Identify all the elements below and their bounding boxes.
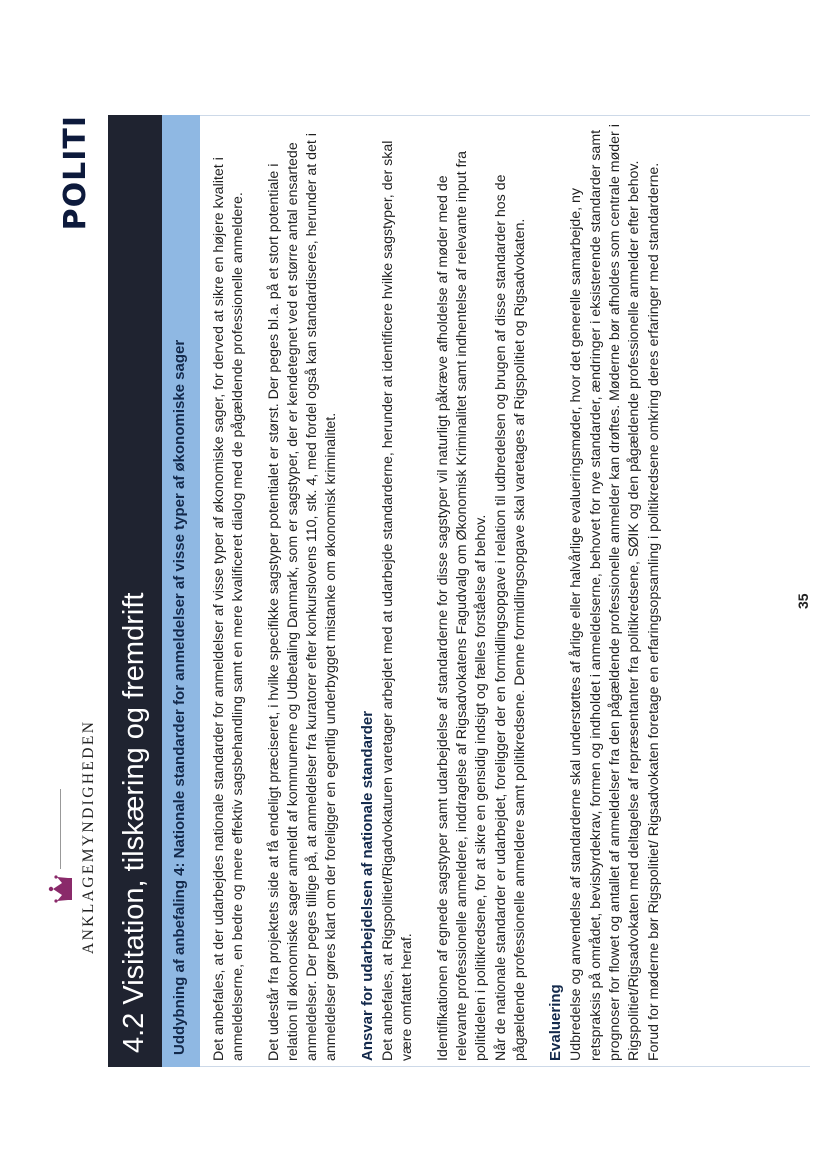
page-number: 35 [795, 593, 811, 609]
logo-divider [60, 789, 61, 869]
content-frame-right [200, 115, 810, 116]
page-title: 4.2 Visitation, tilskæring og fremdrift [118, 592, 150, 1053]
section-heading-ansvar: Ansvar for udarbejdelsen af nationale standarder [358, 710, 376, 1061]
paragraph: Det udestår fra projektets side at få endeligt præciseret, i hvilke specifikke sagstyper potentialet er størst. Der peges bl.a. på et stort potentiale i relation til økonomiske sager anmeldt af kommunerne og Udbetaling Danmark, som er sagstyper, der er kendetegnet ved et større antal ensartede anmeldelser. Der peges tillige på, at anmeldelser fra kuratorer efter konkurslovens 110, stk. 4, med fordel også kan standardiseres, herunder at det i anmeldelser gøres klart om der foreligger en egentlig underbygget mistanke om økonomisk kriminalitet. [265, 133, 340, 1061]
crown-icon [48, 874, 74, 904]
paragraph: Det anbefales, at Rigspolitiet/Rigadvokaturen varetager arbejdet med at udarbejde standarderne, herunder at identificere hvilke sagstyper, der skal være omfattet heraf. [380, 140, 416, 1061]
agency-name: ANKLAGEMYNDIGHEDEN [80, 719, 97, 954]
section-heading-evaluering: Evaluering [547, 984, 565, 1061]
paragraph: Når de nationale standarder er udarbejdet, foreligger der en formidlingsopgave i relation til udbredelsen og brugen af disse standarder hos de pågældende professionelle anmeldere samt politikredsene. Denne formidlingsopgave skal varetages af Rigspolitiet og Rigsadvokaten. [492, 174, 528, 1061]
politi-brand: POLITI [58, 115, 93, 231]
section-subtitle: Uddybning af anbefaling 4: Nationale standarder for anmeldelser af visse typer af økonomiske sager [171, 339, 188, 1055]
agency-logo [48, 714, 108, 954]
paragraph: Det anbefales, at der udarbejdes nationale standarder for anmeldelser af visse typer af økonomiske sager, for derved at sikre en højere kvalitet i anmeldelserne, en bedre og mere effektiv sagsbehandling samt en mere kvalificeret dialog med de pågældende professionelle anmeldere. [211, 157, 247, 1061]
subtitle-bar [162, 115, 200, 1067]
title-bar [108, 115, 162, 1067]
paragraph: Udbredelse og anvendelse af standarderne skal understøttes af årlige eller halvårlige evalueringsmøder, hvor det generelle samarbejde, ny retspraksis på området, bevisbyrdekrav, formen og indholdet i anmeldelserne, behovet for nye standarder, ændringer i eksisterende standarder samt prognoser for flowet og antallet af anmeldelser fra den pågældende professionelle anmelder kan drøftes. Møderne bør afholdes som centrale møder i Rigspolitiet/Rigsadvokaten med deltagelse af repræsentanter fra politikredsene, SØIK og den pågældende professionelle anmelder efter behov. Forud for møderne bør Rigspolitiet/ Rigsadvokaten foretage en erfaringsopsamling i politikredsene omkring deres erfaringer med standarderne. [568, 124, 662, 1061]
content-frame-left [200, 1066, 810, 1067]
paragraph: Identifikationen af egnede sagstyper samt udarbejdelse af standarderne for disse sagstyper vil naturligt påkræve afholdelse af møder med de relevante professionelle anmeldere, inddragelse af Rigsadvokatens Fagudvalg om Økonomisk Kriminalitet samt indhentelse af relevante input fra politidelen i politikredsene, for at sikre en gensidig indsigt og fælles forståelse af behov. [434, 150, 490, 1061]
body-text [210, 121, 680, 1061]
